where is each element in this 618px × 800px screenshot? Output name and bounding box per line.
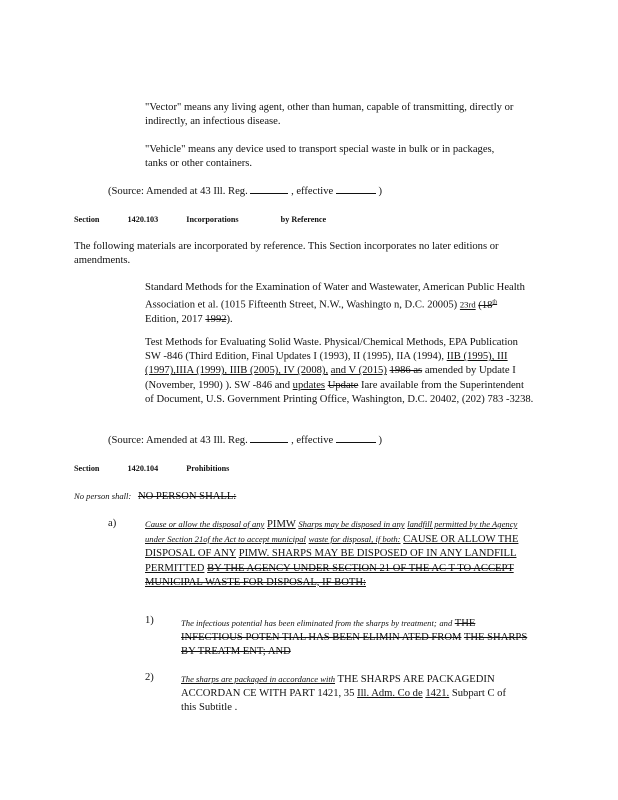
old-text: PIMW. SHARPS MAY BE DISPOSED OF IN ANY LANDFILL PERMITTED [145,548,517,574]
old-year: 1992 [205,313,227,325]
deleted-text: NO PERSON SHALL: [137,491,237,502]
ref2-line-a: Test Methods for Evaluating Solid Waste. Physical/Chemical Methods, EPA Publication SW -846 (Third Edition, Final Updates I (1993), II (1995), IIA (1994), [145,337,518,363]
effective-blank [336,433,376,443]
item-a-text [145,517,525,590]
section-title-part1: Incorporations [186,215,239,224]
new-edition: 23rd [459,299,476,310]
inserted-text: The infectious potential has been eliminated from the sharps by treatment; [181,618,437,628]
section-number: 1420.103 [127,215,159,224]
old-edition: (18th [478,299,498,311]
reference-standard-methods [145,281,530,327]
inserted-text: landfill permitted by the Agency under Section 21of the Act to accept municipal [145,519,518,545]
item-1-text [181,616,536,660]
old-text: CAUSE OR ALLOW THE DISPOSAL OF ANY [145,534,519,560]
incorporation-intro: The following materials are incorporated by reference. This Section incorporates no later editions or amendments. [74,241,499,267]
deleted-text: THE SHARPS BY TREATM ENT; AND [181,632,528,658]
old-text: Subpart C of this Subtitle . [181,688,506,714]
section-title-part2: by Reference [280,215,327,224]
inserted-text: The sharps are packaged in accordance with [181,674,336,684]
inserted-and: and [439,618,453,628]
old-text: THE SHARPS ARE [337,674,425,685]
source-end: ) [378,186,383,197]
section-number: 1420.104 [127,464,159,473]
item-a-label: a) [108,518,117,529]
ref2-inserted-v: and V (2015) [330,365,387,377]
ref2-deleted-word: Update [327,379,359,391]
inserted-text: waste for disposal, if both: [308,534,401,545]
deleted-text: THE INFECTIOUS POTEN TIAL HAS BEEN ELIMIN ATED FROM [181,618,476,644]
inserted-pimw: PIMW [267,519,296,530]
source-prefix: (Source: Amended at 43 Ill. Reg. [108,186,248,197]
deleted-text: BY THE AGENCY UNDER SECTION 21 OF THE AC T TO ACCEPT [207,562,514,574]
ref2-line-d: available from the Superintendent of Document, U.S. Government Printing Office, Washington, D.C. 20402, (202) 783 -3238. [145,379,534,405]
ref2-deleted-year: 1986 as [389,365,423,377]
deleted-text: MUNICIPAL WASTE FOR DISPOSAL, IF BOTH: [145,576,366,588]
inserted-text: Cause or allow the disposal of any [145,519,265,529]
effective-blank [336,184,376,194]
definition-vehicle: "Vehicle" means any device used to transport special waste in bulk or in packages, tanks or other containers. [145,144,495,170]
source-effective: , effective [291,186,334,197]
section-title: Prohibitions [186,464,230,473]
register-blank [250,433,288,443]
reference-test-methods [145,336,535,407]
edition-year: Edition, 2017 [145,313,203,325]
section-heading-104 [74,464,255,473]
inserted-text: Sharps may be disposed in any [298,519,405,529]
no-person-shall [74,489,236,504]
source-prefix: (Source: Amended at 43 Ill. Reg. [108,435,248,446]
reference-end: ). [226,313,233,325]
definition-vector: "Vector" means any living agent, other than human, capable of transmitting, directly or indirectly, an infectious disease. [145,102,514,128]
inserted-text: Ill. Adm. Co de [357,688,423,700]
source-note-2 [108,433,382,448]
section-heading-103 [74,215,352,224]
item-2-text [181,672,516,716]
reference-text: Standard Methods for the Examination of Water and Wastewater, American Public Health Association et al. (1015 Fifteenth Street, N.W., Washingto n, D.C. 20005) [145,282,525,311]
old-text: PACKAGEDIN ACCORDAN CE WITH PART 1421, 35 [181,674,495,700]
ref2-line-c: amended by Update I (November, 1990) ). SW -846 and [145,365,516,391]
item-2-label: 2) [145,672,154,683]
register-blank [250,184,288,194]
inserted-text: 1421. [425,688,450,700]
section-label: Section [74,464,100,473]
ref2-inserted-updates: IIB (1995), III (1997),IIIA (1999), IIIB (2005), IV (2008), [145,351,508,377]
source-note [108,184,382,199]
ref2-tail: Iare [360,379,378,391]
inserted-text: No person shall: [74,491,132,501]
section-label: Section [74,215,100,224]
ref2-inserted-word: updates [292,379,326,391]
source-end: ) [378,435,383,446]
source-effective: , effective [291,435,334,446]
item-1-label: 1) [145,615,154,626]
